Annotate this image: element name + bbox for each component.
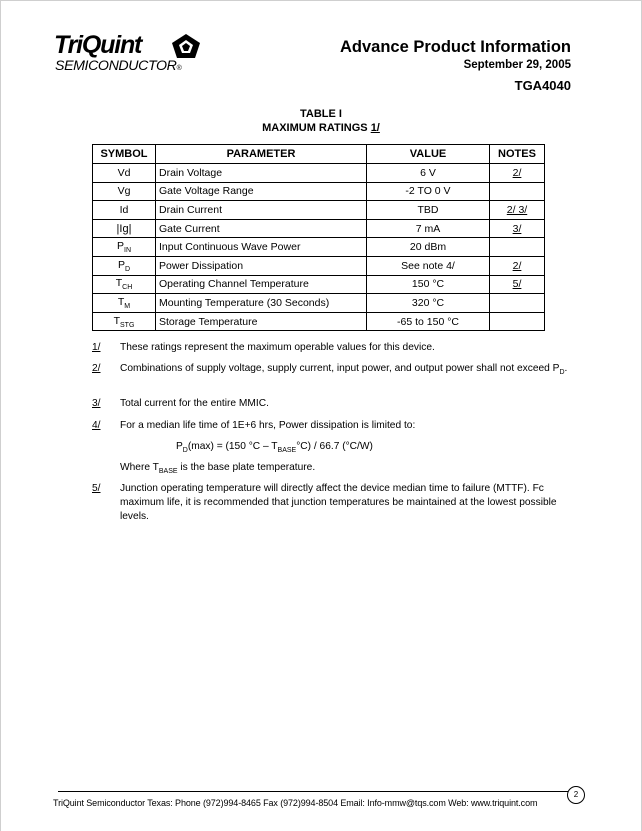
cell-parameter: Storage Temperature <box>156 312 367 331</box>
cell-note: 2/ <box>490 256 545 275</box>
note-number: 4/ <box>92 420 101 431</box>
page-border-top <box>0 0 642 1</box>
header-notes: NOTES <box>490 145 545 164</box>
cell-note <box>490 312 545 331</box>
cell-note: 5/ <box>490 275 545 294</box>
cell-symbol: Vd <box>93 164 156 183</box>
cell-parameter: Operating Channel Temperature <box>156 275 367 294</box>
cell-value: TBD <box>367 201 490 220</box>
cell-parameter: Mounting Temperature (30 Seconds) <box>156 294 367 313</box>
cell-value: -2 TO 0 V <box>367 182 490 201</box>
cell-symbol: $P_{IN}$ <box>93 238 156 257</box>
cell-value: 20 dBm <box>367 238 490 257</box>
table-row <box>93 312 545 331</box>
cell-parameter: Drain Voltage <box>156 164 367 183</box>
table-row <box>93 238 545 257</box>
document-title: Advance Product Information <box>339 38 571 56</box>
footer-divider <box>58 791 576 792</box>
table-row <box>93 201 545 220</box>
page-number: 2 <box>567 786 585 804</box>
cell-note: 2/ <box>490 164 545 183</box>
cell-symbol: $T_{CH}$ <box>93 275 156 294</box>
cell-symbol: Vg <box>93 182 156 201</box>
power-dissipation-formula: $P_D(\max) = (150$ $^\circ C - T_{BASE}^\circ C) / 66.7$ (°C/W) <box>176 441 373 455</box>
cell-parameter: Power Dissipation <box>156 256 367 275</box>
cell-parameter: Gate Current <box>156 219 367 238</box>
cell-value: 320 °C <box>367 294 490 313</box>
maximum-ratings-table <box>92 144 545 331</box>
triquint-pentagon-icon <box>170 33 202 59</box>
table-row <box>93 294 545 313</box>
cell-symbol: Id <box>93 201 156 220</box>
cell-value: -65 to 150 °C <box>367 312 490 331</box>
table-row <box>93 219 545 238</box>
cell-value: 150 °C <box>367 275 490 294</box>
note-number: 2/ <box>92 363 101 374</box>
cell-parameter: Input Continuous Wave Power <box>156 238 367 257</box>
cell-note: 2/ 3/ <box>490 201 545 220</box>
table-row <box>93 275 545 294</box>
cell-parameter: Drain Current <box>156 201 367 220</box>
cell-symbol: $P_D$ <box>93 256 156 275</box>
table-header-row <box>93 145 545 164</box>
logo-word: TriQuint <box>54 31 142 59</box>
cell-value: See note 4/ <box>367 256 490 275</box>
cell-value: 6 V <box>367 164 490 183</box>
note-text: Junction operating temperature will directly affect the device median time to failure (MTTF). Fc maximum life, it is recommended that junction temperatures be maintained at the lowest possible levels. <box>120 483 557 522</box>
header-parameter: PARAMETER <box>156 145 367 164</box>
table-row <box>93 182 545 201</box>
footer-contact: TriQuint Semiconductor Texas: Phone (972)994-8465 Fax (972)994-8504 Email: Info-mmw@tqs.com Web: www.triquint.com <box>53 798 538 808</box>
table-subtitle: MAXIMUM RATINGS 1/ <box>262 122 380 134</box>
cell-note <box>490 294 545 313</box>
part-number: TGA4040 <box>514 78 571 93</box>
cell-note: 3/ <box>490 219 545 238</box>
logo-subtitle: SEMICONDUCTOR® <box>55 58 182 74</box>
table-row <box>93 256 545 275</box>
formula-where-clause: Where $T_{BASE}$ is the base plate temperature. <box>120 462 316 476</box>
note-text: These ratings represent the maximum operable values for this device. <box>120 342 435 353</box>
company-logo <box>54 32 214 82</box>
cell-symbol: $T_{STG}$ <box>93 312 156 331</box>
cell-symbol: $T_M$ <box>93 294 156 313</box>
cell-note <box>490 238 545 257</box>
cell-parameter: Gate Voltage Range <box>156 182 367 201</box>
header-value: VALUE <box>367 145 490 164</box>
cell-note <box>490 182 545 201</box>
note-number: 3/ <box>92 398 101 409</box>
cell-value: 7 mA <box>367 219 490 238</box>
cell-symbol: |Ig| <box>93 219 156 238</box>
table-title: TABLE I <box>300 108 342 120</box>
note-text: For a median life time of 1E+6 hrs, Power dissipation is limited to: <box>120 420 416 431</box>
note-text: Combinations of supply voltage, supply current, input power, and output power shall not exceed $P_D$. <box>120 363 568 377</box>
table-row <box>93 164 545 183</box>
note-text: Total current for the entire MMIC. <box>120 398 269 409</box>
header-symbol: SYMBOL <box>93 145 156 164</box>
note-number: 5/ <box>92 483 101 494</box>
note-number: 1/ <box>92 342 101 353</box>
document-date: September 29, 2005 <box>463 59 571 71</box>
